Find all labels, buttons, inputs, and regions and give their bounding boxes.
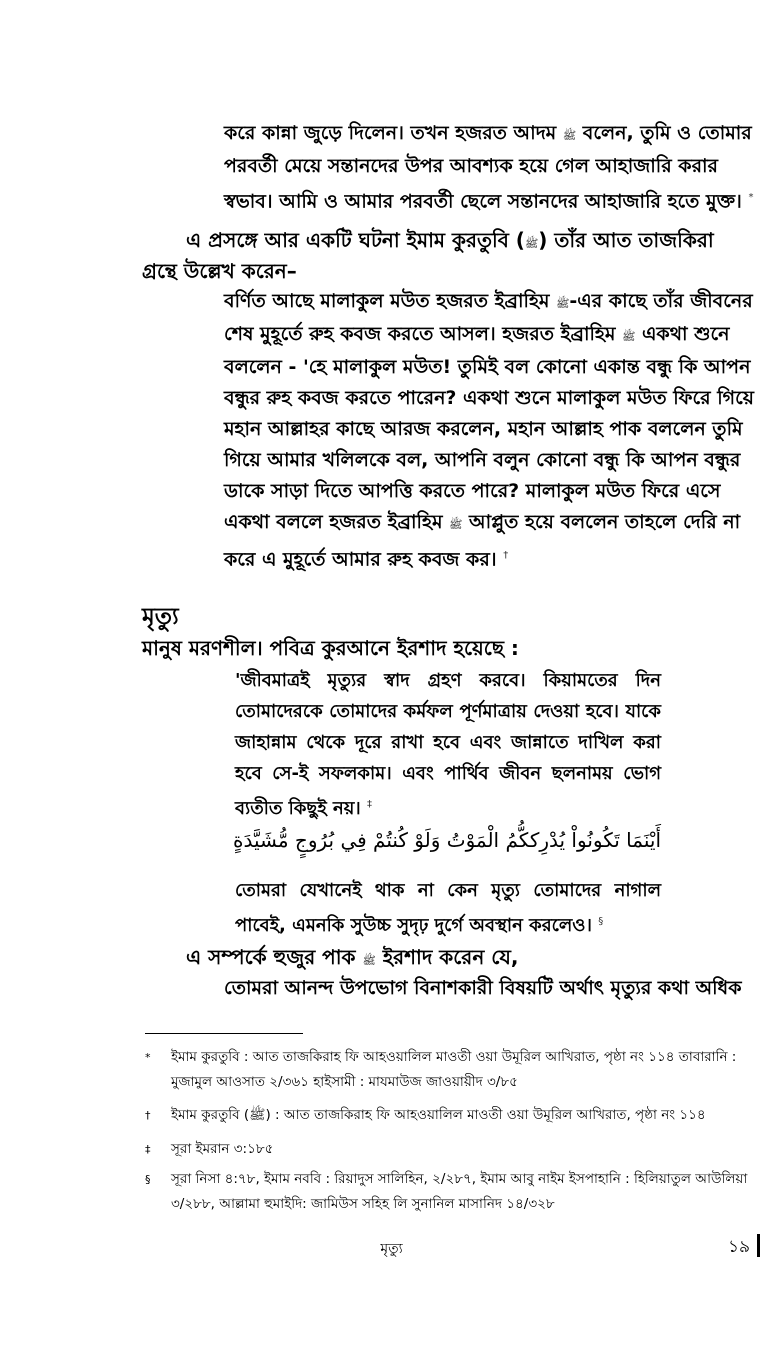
quote-adam xyxy=(224,118,756,217)
footnote-marker: ‡ xyxy=(145,1143,151,1156)
salutation-symbol: ﷺ xyxy=(524,237,539,250)
intro-text: এ সম্পর্কে হুজুর পাক xyxy=(186,945,363,969)
quote-text: একথা শুনে বললেন - 'হে মালাকুল মউত! তুমিই বল কোনো একান্ত বন্ধু কি আপন বন্ধুর রুহ কবজ করতে পারেন? একথা শুনে মালাকুল মউত ফিরে গিয়ে মহান আল্লাহর কাছে আরজ করলেন, মহান আল্লাহ পাক বললেন তুমি গিয়ে আমার খলিলকে বল, আপনি বলুন কোনো বন্ধু কি আপন বন্ধুর ডাকে সাড়া দিতে আপত্তি করতে পারে? মালাকুল মউত ফিরে এসে একথা বললে হজরত ইব্রাহিম xyxy=(224,323,754,533)
page-number: ১৯ xyxy=(728,1237,751,1257)
intro-text: এ প্রসঙ্গে আর একটি ঘটনা ইমাম কুরতুবি ( xyxy=(186,228,525,252)
intro-line-2: গ্রন্থে উল্লেখ করেন– xyxy=(142,259,297,283)
footnote-marker: § xyxy=(145,1173,151,1186)
quote-text: বর্ণিত আছে মালাকুল মউত হজরত ইব্রাহিম xyxy=(224,290,557,312)
intro-text: ইরশাদ করেন যে, xyxy=(375,945,519,969)
intro-text: ) তাঁর আত তাজকিরা xyxy=(538,228,714,252)
footnote-4 xyxy=(145,1167,755,1217)
quote-text: করে কান্না জুড়ে দিলেন। তখন হজরত আদম xyxy=(224,122,563,144)
footnote-marker: * xyxy=(145,1051,151,1064)
quote-text: -এর কাছে তাঁর জীবনের শেষ মুহূর্তে রুহ কবজ করতে আসল। হজরত ইব্রাহিম xyxy=(224,290,753,345)
quote-text: বলেন, তুমি ও তোমার পরবর্তী মেয়ে সন্তানদের উপর আবশ্যক হয়ে গেল আহাজারি করার স্বভাব। আমি ও আমার পরবর্তী ছেলে সন্তানদের আহাজারি হতে মুক্ত। xyxy=(224,122,752,213)
footnote-text: ইমাম কুরতুবি : আত তাজকিরাহ ফি আহওয়ালিল মাওতী ওয়া উমূরিল আখিরাত, পৃষ্ঠা নং ১১৪ তাবারানি : মুজামুল আওসাত ২/৩৬১ হাইসামী : মাযমাউজ জাওয়ায়ীদ ৩/৮৫ xyxy=(171,1049,737,1090)
footnote-ref[interactable]: † xyxy=(503,550,509,561)
quote-text: আপ্লুত হয়ে বললেন তাহলে দেরি না করে এ মুহূর্তে আমার রুহ কবজ কর। xyxy=(224,511,741,571)
quran-quote xyxy=(235,665,661,824)
translation-text: তোমরা যেখানেই থাক না কেন মৃত্যু তোমাদের নাগাল পাবেই, এমনকি সুউচ্চ সুদৃঢ় দুর্গে অবস্থান করলেও। xyxy=(235,880,661,936)
salutation-symbol: ﷺ xyxy=(362,954,376,967)
footnote-text: ইমাম কুরতুবি (ﷺ) : আত তাজকিরাহ ফি আহওয়ালিল মাওতী ওয়া উমূরিল আখিরাত, পৃষ্ঠা নং ১১৪ xyxy=(171,1107,706,1123)
footnote-ref[interactable]: * xyxy=(748,192,754,203)
footnote-ref[interactable]: ‡ xyxy=(367,799,373,810)
quote-text: 'জীবমাত্রই মৃত্যুর স্বাদ গ্রহণ করবে। কিয়ামতের দিন তোমাদেরকে তোমাদের কর্মফল পূর্ণমাত্রায় দেওয়া হবে। যাকে জাহান্নাম থেকে দূরে রাখা হবে এবং জান্নাতে দাখিল করা হবে সে-ই সফলকাম। এবং পার্থিব জীবন ছলনাময় ভোগ ব্যতীত কিছুই নয়। xyxy=(235,670,661,819)
footnote-text: সূরা নিসা ৪:৭৮, ইমাম নববি : রিয়াদুস সালিহিন, ২/২৮৭, ইমাম আবু নাইম ইসপাহানি : হিলিয়াতুল আউলিয়া ৩/২৮৮, আল্লামা হুমাইদি: জামিউস সহিহ লি সুনানিল মাসানিদ ১৪/৩২৮ xyxy=(171,1171,748,1212)
footnote-ref[interactable]: § xyxy=(598,916,604,927)
quote-ibrahim xyxy=(224,286,756,575)
salutation-symbol: ﷺ xyxy=(562,129,577,142)
arabic-verse: أَيْنَمَا تَكُونُواْ يُدْرِككُّمُ الْمَوْتُ وَلَوْ كُنتُمْ فِي بُرُوجٍ مُّشَيَّدَةٍ xyxy=(233,828,661,852)
footnote-1 xyxy=(145,1045,755,1095)
footnote-divider xyxy=(145,1033,303,1034)
page-number-bar xyxy=(757,1234,760,1257)
footnote-marker: † xyxy=(145,1109,151,1122)
salutation-symbol: ﷺ xyxy=(449,518,463,531)
hadith-line: তোমরা আনন্দ উপভোগ বিনাশকারী বিষয়টি অর্থাৎ মৃত্যুর কথা অধিক xyxy=(224,977,742,999)
footnote-2 xyxy=(145,1103,755,1128)
footnote-3 xyxy=(145,1137,755,1162)
salutation-symbol: ﷺ xyxy=(622,330,636,343)
running-footer-title: মৃত্যু xyxy=(380,1241,403,1257)
salutation-symbol: ﷺ xyxy=(556,297,570,310)
section-intro: মানুষ মরণশীল। পবিত্র কুরআনে ইরশাদ হয়েছে : xyxy=(142,636,519,660)
footnote-text: সূরা ইমরান ৩:১৮৫ xyxy=(171,1141,274,1157)
section-heading: মৃত্যু xyxy=(142,604,179,630)
verse-translation xyxy=(235,875,661,941)
